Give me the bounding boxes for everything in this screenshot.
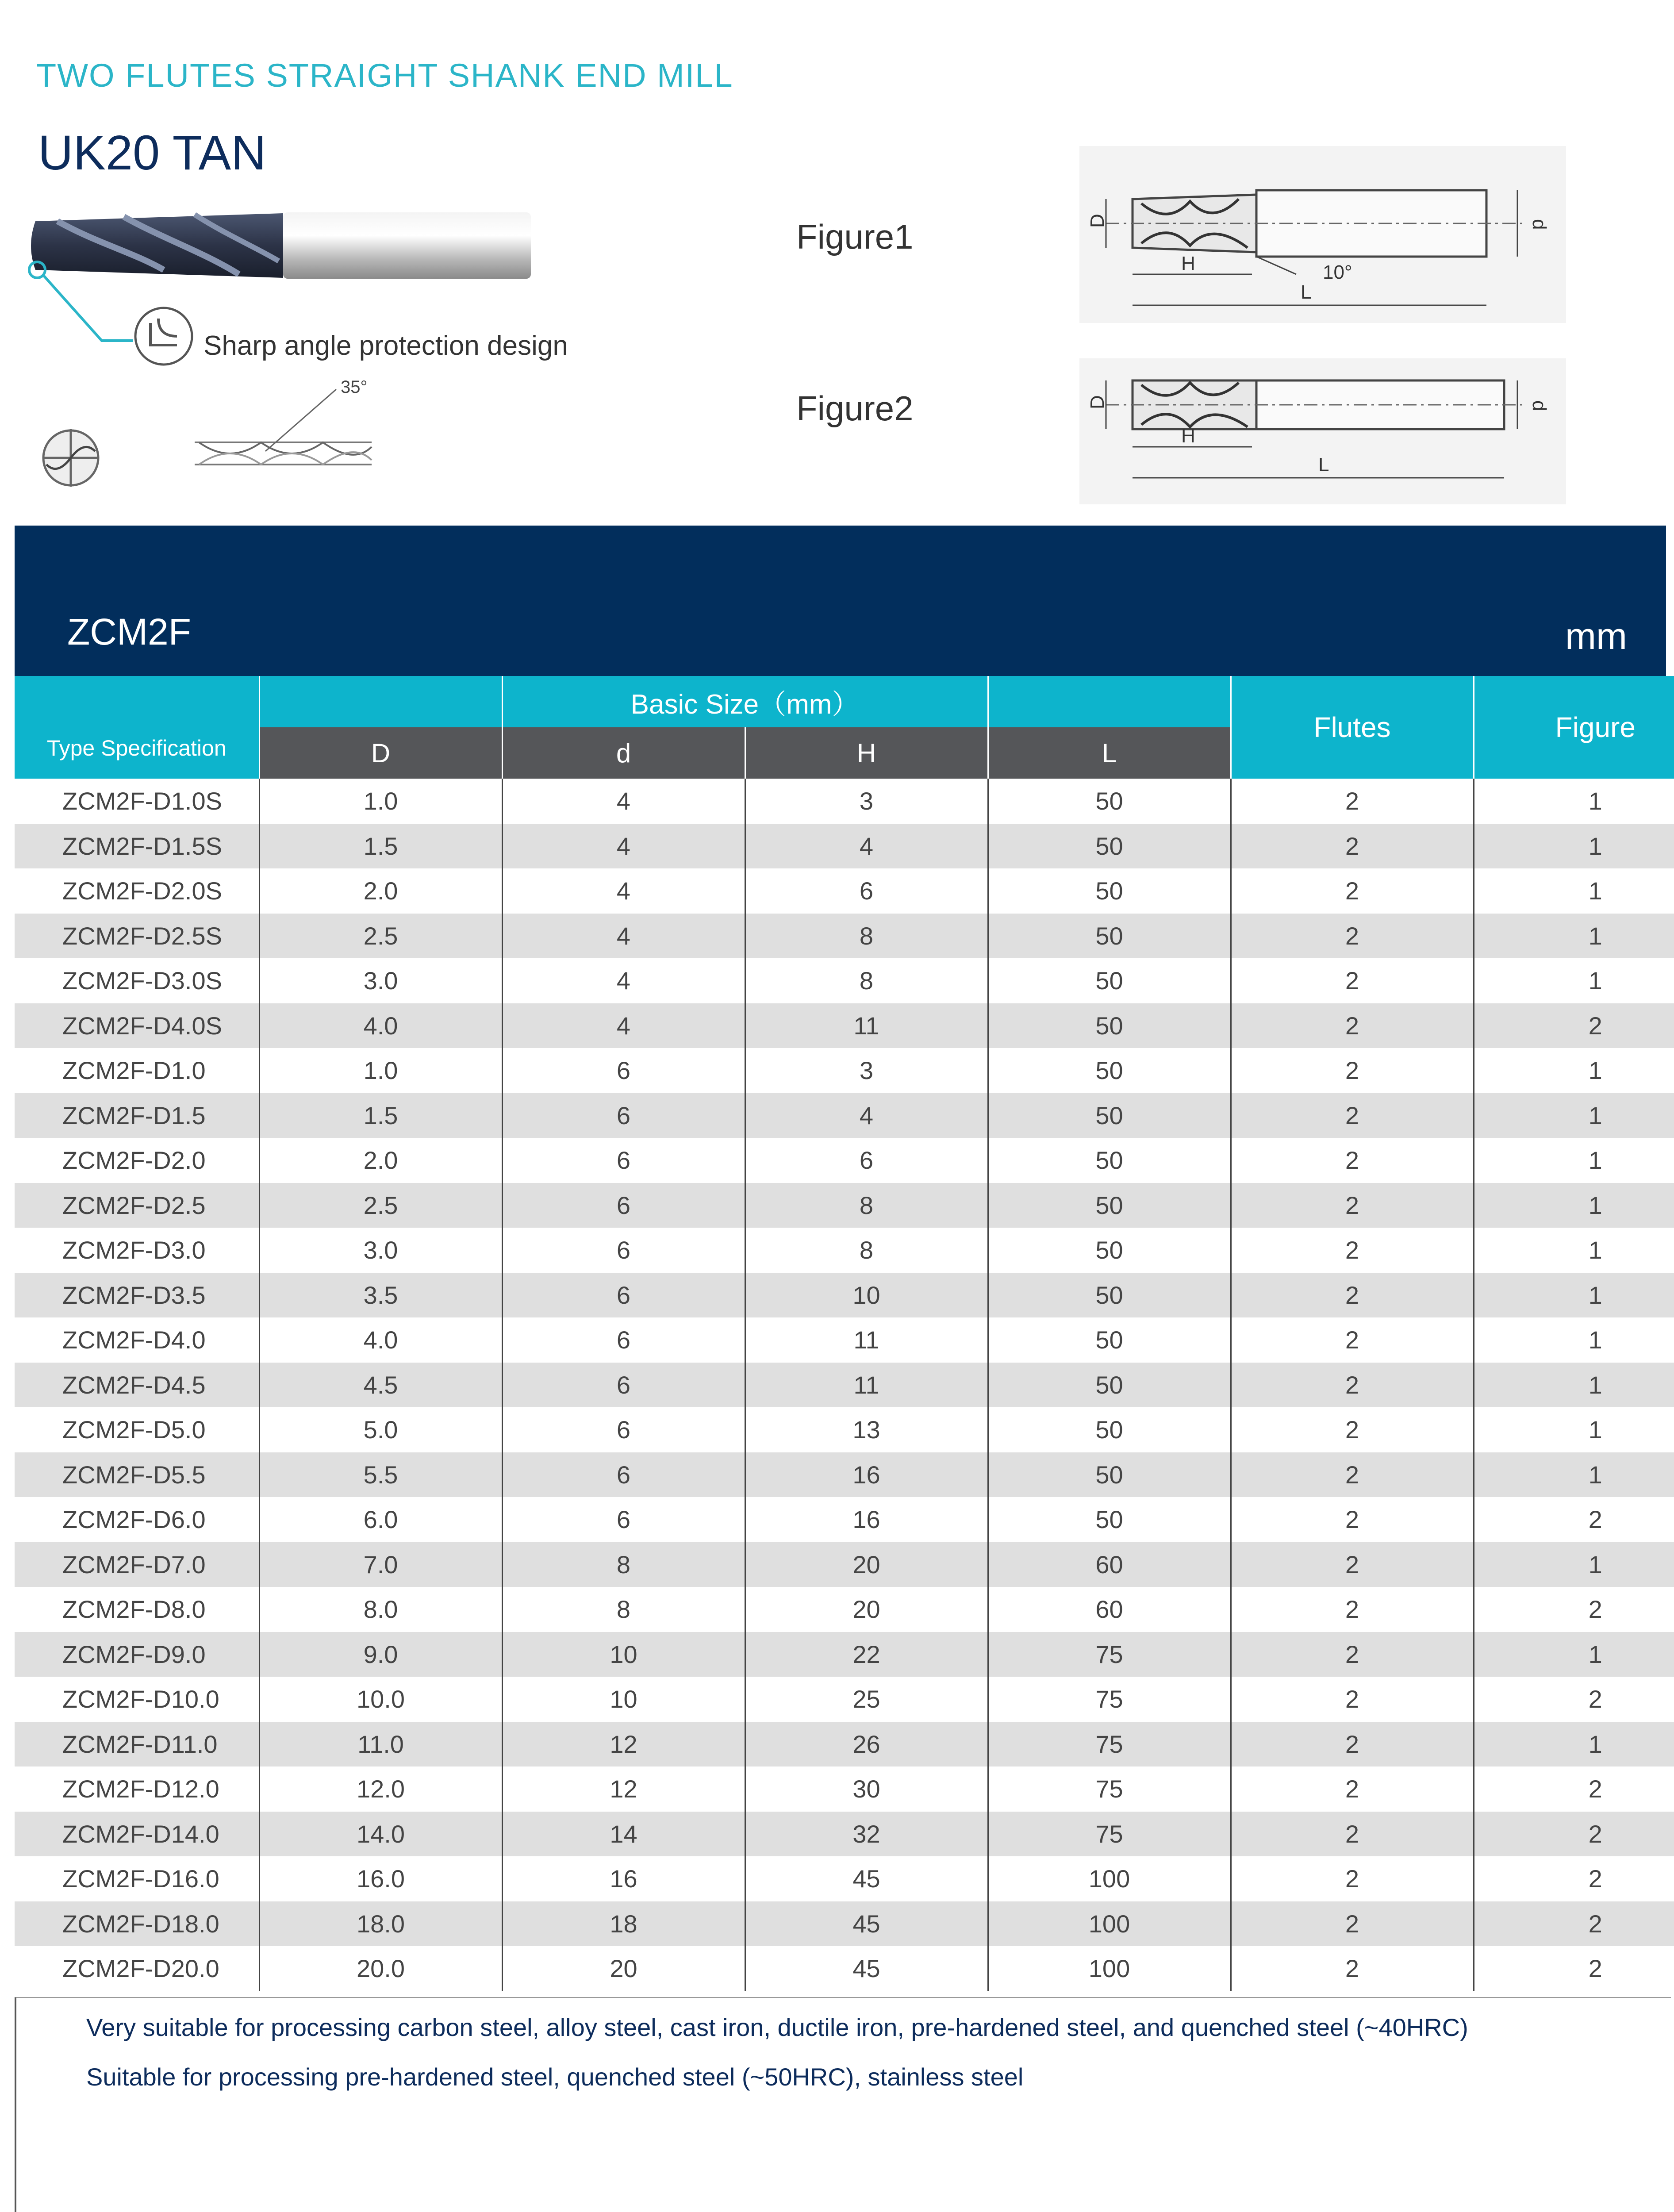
end-view-icon	[35, 420, 106, 495]
cell-H: 22	[745, 1632, 988, 1677]
col-type-specification: Type Specification	[15, 676, 259, 779]
figure1-label: Figure1	[796, 217, 914, 256]
cell-figure: 2	[1474, 1856, 1674, 1901]
cell-flutes: 2	[1231, 1677, 1474, 1722]
cell-figure: 1	[1474, 1407, 1674, 1452]
cell-L: 50	[988, 1183, 1231, 1228]
cell-flutes: 2	[1231, 1363, 1474, 1408]
cell-D: 1.0	[259, 779, 502, 824]
cell-d: 6	[502, 1183, 745, 1228]
table-row	[15, 824, 1674, 869]
table-row	[15, 1856, 1674, 1901]
cell-L: 100	[988, 1901, 1231, 1947]
cell-D: 18.0	[259, 1901, 502, 1947]
cell-D: 4.5	[259, 1363, 502, 1408]
cell-type: ZCM2F-D18.0	[15, 1901, 259, 1947]
cell-figure: 1	[1474, 1632, 1674, 1677]
cell-figure: 2	[1474, 1003, 1674, 1048]
cell-type: ZCM2F-D2.5	[15, 1183, 259, 1228]
cell-type: ZCM2F-D20.0	[62, 1955, 219, 1983]
cell-figure: 2	[1474, 1497, 1674, 1542]
cell-D: 3.5	[259, 1273, 502, 1318]
cell-flutes: 2	[1231, 1587, 1474, 1632]
table-row	[15, 1183, 1674, 1228]
col-flutes: Flutes	[1231, 676, 1474, 779]
cell-type: ZCM2F-D2.5S	[15, 914, 259, 959]
cell-flutes: 2	[1231, 1093, 1474, 1138]
cell-d: 6	[502, 1407, 745, 1452]
cell-L: 100	[988, 1946, 1231, 1991]
cell-type: ZCM2F-D5.0	[62, 1416, 206, 1444]
cell-type: ZCM2F-D3.5	[15, 1273, 259, 1318]
cell-H: 3	[745, 779, 988, 824]
cell-L: 75	[988, 1767, 1231, 1812]
cell-D: 8.0	[259, 1587, 502, 1632]
cell-D: 2.0	[259, 868, 502, 914]
cell-H: 45	[745, 1901, 988, 1947]
cell-D: 3.0	[259, 1228, 502, 1273]
cell-d: 4	[502, 1003, 745, 1048]
cell-D: 3.0	[259, 958, 502, 1003]
helix-angle-label: 35°	[341, 377, 368, 397]
cell-flutes: 2	[1231, 1452, 1474, 1498]
cell-d: 6	[502, 1048, 745, 1093]
cell-D: 1.0	[259, 1048, 502, 1093]
cell-type: ZCM2F-D1.0	[62, 1056, 206, 1085]
fig2-dim-d: d	[1528, 400, 1550, 411]
cell-type: ZCM2F-D10.0	[62, 1685, 219, 1713]
table-header-band	[15, 526, 1666, 676]
cell-d: 6	[502, 1317, 745, 1363]
cell-figure: 1	[1474, 958, 1674, 1003]
cell-L: 75	[988, 1722, 1231, 1767]
table-row	[15, 1452, 1674, 1498]
cell-H: 8	[745, 1228, 988, 1273]
cell-figure: 1	[1474, 868, 1674, 914]
cell-D: 11.0	[259, 1722, 502, 1767]
cell-d: 6	[502, 1228, 745, 1273]
cell-D: 14.0	[259, 1812, 502, 1857]
cell-d: 8	[502, 1587, 745, 1632]
cell-D: 9.0	[259, 1632, 502, 1677]
cell-type: ZCM2F-D6.0	[62, 1505, 206, 1534]
cell-L: 50	[988, 1497, 1231, 1542]
cell-H: 16	[745, 1452, 988, 1498]
basic-size-spacer-right	[988, 676, 1231, 727]
cell-figure: 1	[1474, 1183, 1674, 1228]
cell-figure: 2	[1474, 1812, 1674, 1857]
cell-figure: 2	[1474, 1767, 1674, 1812]
cell-figure: 1	[1474, 1722, 1674, 1767]
cell-L: 75	[988, 1677, 1231, 1722]
cell-D: 16.0	[259, 1856, 502, 1901]
table-row	[15, 1497, 1674, 1542]
fig1-dim-H: H	[1181, 253, 1195, 274]
cell-L: 50	[988, 1048, 1231, 1093]
cell-D: 1.5	[259, 824, 502, 869]
cell-d: 6	[502, 1138, 745, 1183]
cell-d: 6	[502, 1363, 745, 1408]
cell-flutes: 2	[1231, 1228, 1474, 1273]
table-row	[15, 1722, 1674, 1767]
cell-H: 8	[745, 1183, 988, 1228]
table-row	[15, 1003, 1674, 1048]
cell-d: 6	[502, 1452, 745, 1498]
cell-D: 7.0	[259, 1542, 502, 1587]
note-application-2: Suitable for processing pre-hardened steel, quenched steel (~50HRC), stainless steel	[86, 2063, 1024, 2091]
cell-flutes: 2	[1231, 1273, 1474, 1318]
cell-figure: 1	[1474, 1228, 1674, 1273]
cell-L: 50	[988, 1138, 1231, 1183]
cell-d: 4	[502, 779, 745, 824]
cell-H: 32	[745, 1812, 988, 1857]
cell-flutes: 2	[1231, 779, 1474, 824]
col-H: H	[745, 727, 988, 779]
table-row	[15, 868, 1674, 914]
cell-type: ZCM2F-D3.0S	[62, 967, 222, 995]
cell-H: 11	[745, 1363, 988, 1408]
table-row	[15, 914, 1674, 959]
table-row	[15, 1901, 1674, 1947]
table-row	[15, 1138, 1674, 1183]
page-title: UK20 TAN	[38, 126, 266, 180]
cell-type: ZCM2F-D7.0	[15, 1542, 259, 1587]
cell-D: 5.5	[259, 1452, 502, 1498]
cell-flutes: 2	[1231, 1048, 1474, 1093]
table-series-name: ZCM2F	[67, 611, 191, 653]
cell-d: 20	[502, 1946, 745, 1991]
col-D: D	[259, 727, 502, 779]
cell-D: 20.0	[259, 1946, 502, 1991]
cell-type: ZCM2F-D4.0S	[15, 1003, 259, 1048]
cell-L: 50	[988, 1003, 1231, 1048]
cell-figure: 1	[1474, 824, 1674, 869]
cell-H: 20	[745, 1587, 988, 1632]
cell-flutes: 2	[1231, 1003, 1474, 1048]
cell-L: 50	[988, 824, 1231, 869]
cell-H: 20	[745, 1542, 988, 1587]
cell-H: 13	[745, 1407, 988, 1452]
cell-d: 10	[502, 1632, 745, 1677]
figure2-drawing	[1079, 358, 1566, 504]
fig2-dim-D: D	[1087, 395, 1108, 409]
cell-type: ZCM2F-D12.0	[62, 1775, 219, 1803]
cell-L: 50	[988, 958, 1231, 1003]
table-row	[15, 1093, 1674, 1138]
cell-type: ZCM2F-D3.0	[62, 1236, 206, 1264]
fig1-angle: 10°	[1323, 261, 1352, 283]
cell-d: 6	[502, 1273, 745, 1318]
cell-L: 50	[988, 1452, 1231, 1498]
cell-H: 8	[745, 958, 988, 1003]
helix-angle-icon	[190, 376, 376, 487]
figure1-drawing	[1079, 146, 1566, 323]
cell-d: 18	[502, 1901, 745, 1947]
cell-d: 6	[502, 1497, 745, 1542]
cell-figure: 1	[1474, 1542, 1674, 1587]
cell-type: ZCM2F-D4.0	[62, 1326, 206, 1354]
cell-H: 3	[745, 1048, 988, 1093]
cell-d: 12	[502, 1722, 745, 1767]
cell-flutes: 2	[1231, 824, 1474, 869]
cell-figure: 2	[1474, 1946, 1674, 1991]
cell-type: ZCM2F-D11.0	[15, 1722, 259, 1767]
cell-H: 11	[745, 1003, 988, 1048]
cell-H: 8	[745, 914, 988, 959]
cell-H: 4	[745, 824, 988, 869]
cell-L: 75	[988, 1812, 1231, 1857]
cell-type: ZCM2F-D5.5	[15, 1452, 259, 1498]
cell-L: 60	[988, 1587, 1231, 1632]
cell-d: 12	[502, 1767, 745, 1812]
cell-figure: 1	[1474, 1273, 1674, 1318]
cell-D: 1.5	[259, 1093, 502, 1138]
cell-d: 16	[502, 1856, 745, 1901]
table-row	[15, 1677, 1674, 1722]
cell-type: ZCM2F-D14.0	[15, 1812, 259, 1857]
cell-flutes: 2	[1231, 1183, 1474, 1228]
cell-d: 4	[502, 958, 745, 1003]
fig2-dim-H: H	[1181, 425, 1195, 447]
col-L: L	[988, 727, 1231, 779]
cell-flutes: 2	[1231, 1542, 1474, 1587]
table-row	[15, 1273, 1674, 1318]
cell-L: 50	[988, 1228, 1231, 1273]
note-application-1: Very suitable for processing carbon steel, alloy steel, cast iron, ductile iron, pre-hardened steel, and quenched steel (~40HRC)	[86, 2013, 1468, 2041]
table-row	[15, 1632, 1674, 1677]
cell-flutes: 2	[1231, 1767, 1474, 1812]
cell-D: 10.0	[259, 1677, 502, 1722]
cell-type: ZCM2F-D8.0	[62, 1595, 206, 1624]
spec-table	[15, 676, 1674, 1991]
cell-d: 4	[502, 824, 745, 869]
cell-H: 4	[745, 1093, 988, 1138]
table-row	[15, 1812, 1674, 1857]
cell-D: 12.0	[259, 1767, 502, 1812]
cell-H: 26	[745, 1722, 988, 1767]
cell-figure: 1	[1474, 1138, 1674, 1183]
cell-type: ZCM2F-D9.0	[15, 1632, 259, 1677]
cell-figure: 1	[1474, 1048, 1674, 1093]
cell-H: 11	[745, 1317, 988, 1363]
cell-figure: 2	[1474, 1901, 1674, 1947]
cell-type: ZCM2F-D1.5	[15, 1093, 259, 1138]
cell-L: 50	[988, 1093, 1231, 1138]
cell-D: 4.0	[259, 1003, 502, 1048]
cell-d: 4	[502, 868, 745, 914]
cell-H: 10	[745, 1273, 988, 1318]
cell-H: 30	[745, 1767, 988, 1812]
cell-flutes: 2	[1231, 1901, 1474, 1947]
cell-H: 6	[745, 1138, 988, 1183]
cell-figure: 1	[1474, 1452, 1674, 1498]
cell-L: 50	[988, 779, 1231, 824]
table-row	[15, 958, 1674, 1003]
cell-D: 2.5	[259, 1183, 502, 1228]
cell-d: 10	[502, 1677, 745, 1722]
cell-D: 2.0	[259, 1138, 502, 1183]
cell-L: 50	[988, 868, 1231, 914]
cell-L: 75	[988, 1632, 1231, 1677]
end-mill-product-image	[18, 204, 549, 389]
cell-figure: 1	[1474, 1093, 1674, 1138]
cell-figure: 2	[1474, 1587, 1674, 1632]
figure2-label: Figure2	[796, 389, 914, 428]
table-row	[15, 1767, 1674, 1812]
cell-type: ZCM2F-D4.5	[15, 1363, 259, 1408]
col-basic-size: Basic Size（mm）	[502, 676, 988, 727]
fig1-dim-d: d	[1528, 219, 1550, 230]
table-row	[15, 1363, 1674, 1408]
cell-D: 6.0	[259, 1497, 502, 1542]
cell-figure: 1	[1474, 1317, 1674, 1363]
fig1-dim-L: L	[1301, 281, 1312, 303]
cell-figure: 1	[1474, 1363, 1674, 1408]
cell-D: 5.0	[259, 1407, 502, 1452]
fig2-dim-L: L	[1318, 454, 1329, 476]
cell-flutes: 2	[1231, 1317, 1474, 1363]
page-subtitle: TWO FLUTES STRAIGHT SHANK END MILL	[36, 57, 733, 94]
cell-D: 4.0	[259, 1317, 502, 1363]
cell-figure: 1	[1474, 914, 1674, 959]
cell-type: ZCM2F-D1.5S	[15, 824, 259, 869]
table-row	[15, 1407, 1674, 1452]
table-row	[15, 1048, 1674, 1093]
table-row	[15, 1587, 1674, 1632]
table-row	[15, 1542, 1674, 1587]
cell-flutes: 2	[1231, 1138, 1474, 1183]
cell-H: 6	[745, 868, 988, 914]
cell-flutes: 2	[1231, 1946, 1474, 1991]
col-figure: Figure	[1474, 676, 1674, 779]
cell-type: ZCM2F-D1.0S	[62, 787, 222, 815]
col-d: d	[502, 727, 745, 779]
basic-size-spacer-left	[259, 676, 502, 727]
cell-flutes: 2	[1231, 1497, 1474, 1542]
cell-flutes: 2	[1231, 1856, 1474, 1901]
cell-L: 100	[988, 1856, 1231, 1901]
cell-figure: 1	[1474, 779, 1674, 824]
table-row	[15, 779, 1674, 824]
cell-L: 50	[988, 1407, 1231, 1452]
cell-flutes: 2	[1231, 914, 1474, 959]
cell-H: 25	[745, 1677, 988, 1722]
cell-type: ZCM2F-D2.0S	[62, 877, 222, 905]
cell-H: 45	[745, 1856, 988, 1901]
cell-type: ZCM2F-D16.0	[62, 1865, 219, 1893]
cell-flutes: 2	[1231, 1632, 1474, 1677]
cell-type: ZCM2F-D2.0	[62, 1146, 206, 1175]
cell-H: 45	[745, 1946, 988, 1991]
cell-figure: 2	[1474, 1677, 1674, 1722]
cell-flutes: 2	[1231, 868, 1474, 914]
cell-flutes: 2	[1231, 958, 1474, 1003]
cell-d: 4	[502, 914, 745, 959]
cell-flutes: 2	[1231, 1722, 1474, 1767]
cell-d: 8	[502, 1542, 745, 1587]
cell-L: 50	[988, 1363, 1231, 1408]
cell-H: 16	[745, 1497, 988, 1542]
cell-flutes: 2	[1231, 1812, 1474, 1857]
cell-flutes: 2	[1231, 1407, 1474, 1452]
cell-L: 50	[988, 914, 1231, 959]
cell-d: 6	[502, 1093, 745, 1138]
sharp-angle-caption: Sharp angle protection design	[203, 330, 568, 361]
fig1-dim-D: D	[1087, 214, 1108, 228]
table-row	[15, 1317, 1674, 1363]
table-row	[15, 1946, 1674, 1991]
cell-L: 50	[988, 1273, 1231, 1318]
table-unit: mm	[1565, 615, 1627, 657]
cell-L: 60	[988, 1542, 1231, 1587]
cell-d: 14	[502, 1812, 745, 1857]
cell-D: 2.5	[259, 914, 502, 959]
table-row	[15, 1228, 1674, 1273]
cell-L: 50	[988, 1317, 1231, 1363]
